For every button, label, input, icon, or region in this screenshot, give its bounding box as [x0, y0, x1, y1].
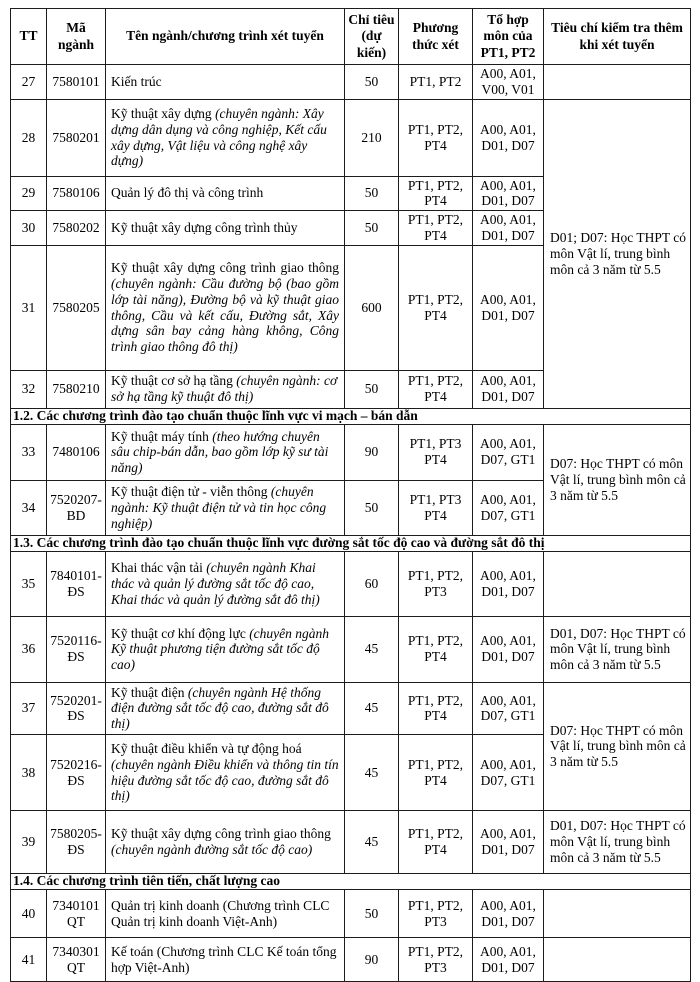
cell-tt: 28	[11, 99, 47, 176]
cell-quota: 45	[345, 616, 399, 682]
cell-quota: 90	[345, 938, 399, 982]
header-combo: Tổ hợp môn của PT1, PT2	[473, 9, 544, 65]
section-row	[11, 408, 691, 424]
cell-quota: 50	[345, 211, 399, 246]
header-criteria: Tiêu chí kiểm tra thêm khi xét tuyển	[544, 9, 691, 65]
cell-code: 7580210	[47, 370, 106, 408]
cell-tt: 38	[11, 735, 47, 811]
cell-method: PT1, PT2, PT4	[399, 176, 473, 211]
cell-combo: A00, A01, D01, D07	[473, 551, 544, 616]
cell-combo: A00, A01, D01, D07	[473, 99, 544, 176]
program-name: Kỹ thuật điều khiển và tự động hoá	[111, 740, 302, 756]
program-name: Kỹ thuật cơ khí động lực	[111, 625, 250, 641]
cell-name	[106, 424, 345, 480]
cell-tt: 35	[11, 551, 47, 616]
program-name: Quản trị kinh doanh (Chương trình CLC Quản trị kinh doanh Việt-Anh)	[111, 897, 330, 929]
cell-code: 7580205-ĐS	[47, 811, 106, 874]
cell-quota: 60	[345, 551, 399, 616]
table-row	[11, 99, 691, 176]
program-detail: (chuyên ngành Điều khiển và thông tin tín hiệu đường sắt tốc độ cao, đường sắt đô thị)	[111, 756, 339, 804]
cell-name	[106, 938, 345, 982]
program-name: Khai thác vận tải	[111, 560, 207, 576]
cell-name	[106, 735, 345, 811]
table-header-row	[11, 9, 691, 65]
table-row	[11, 938, 691, 982]
cell-code: 7520116-ĐS	[47, 616, 106, 682]
cell-tt: 41	[11, 938, 47, 982]
cell-name	[106, 65, 345, 100]
cell-combo: A00, A01, D01, D07	[473, 811, 544, 874]
program-name: Kỹ thuật xây dựng công trình thủy	[111, 220, 298, 236]
cell-tt: 39	[11, 811, 47, 874]
section-row	[11, 535, 691, 551]
program-detail: (chuyên ngành: Xây dựng dân dụng và công nghiệp, Kết cấu xây dựng, Vật liệu và công nghệ xây dựng)	[111, 106, 327, 169]
cell-combo: A00, A01, D01, D07	[473, 176, 544, 211]
cell-method: PT1, PT3 PT4	[399, 480, 473, 535]
program-detail: (theo hướng chuyên sâu chip-bán dẫn, bao gồm lớp kỹ sư tài năng)	[111, 428, 329, 476]
cell-code: 7580202	[47, 211, 106, 246]
header-code: Mã ngành	[47, 9, 106, 65]
cell-tt: 34	[11, 480, 47, 535]
cell-name	[106, 370, 345, 408]
cell-criteria-merged: D07: Học THPT có môn Vật lí, trung bình môn cả 3 năm từ 5.5	[544, 682, 691, 810]
cell-method: PT1, PT2, PT4	[399, 211, 473, 246]
cell-combo: A00, A01, D01, D07	[473, 616, 544, 682]
cell-quota: 210	[345, 99, 399, 176]
cell-quota: 600	[345, 245, 399, 370]
cell-criteria	[544, 890, 691, 938]
cell-quota: 50	[345, 65, 399, 100]
cell-combo: A00, A01, D07, GT1	[473, 424, 544, 480]
cell-combo: A00, A01, D01, D07	[473, 890, 544, 938]
cell-quota: 50	[345, 480, 399, 535]
admissions-table	[10, 8, 691, 982]
cell-method: PT1, PT2, PT4	[399, 682, 473, 734]
header-tt: TT	[11, 9, 47, 65]
cell-method: PT1, PT2	[399, 65, 473, 100]
program-detail: (chuyên ngành Hệ thống điện đường sắt tốc độ cao, đường sắt đô thị)	[111, 684, 329, 732]
cell-combo: A00, A01, V00, V01	[473, 65, 544, 100]
program-detail: (chuyên ngành đường sắt tốc độ cao)	[111, 842, 313, 858]
program-name: Kỹ thuật máy tính	[111, 428, 213, 444]
cell-quota: 45	[345, 811, 399, 874]
cell-tt: 33	[11, 424, 47, 480]
cell-tt: 32	[11, 370, 47, 408]
cell-tt: 37	[11, 682, 47, 734]
header-name: Tên ngành/chương trình xét tuyển	[106, 9, 345, 65]
cell-quota: 50	[345, 890, 399, 938]
cell-code: 7580101	[47, 65, 106, 100]
cell-code: 7340301 QT	[47, 938, 106, 982]
cell-name	[106, 682, 345, 734]
cell-quota: 45	[345, 735, 399, 811]
cell-method: PT1, PT2, PT4	[399, 245, 473, 370]
cell-name	[106, 211, 345, 246]
cell-quota: 50	[345, 176, 399, 211]
cell-method: PT1, PT2, PT4	[399, 616, 473, 682]
cell-method: PT1, PT3 PT4	[399, 424, 473, 480]
program-detail: (chuyên ngành Khai thác và quản lý đường sắt tốc độ cao, Khai thác và quản lý đường sắt đô thị)	[111, 560, 320, 607]
cell-criteria	[544, 551, 691, 616]
cell-tt: 31	[11, 245, 47, 370]
table-row	[11, 65, 691, 100]
cell-criteria	[544, 65, 691, 100]
cell-code: 7580201	[47, 99, 106, 176]
header-method: Phương thức xét	[399, 9, 473, 65]
cell-method: PT1, PT2, PT3	[399, 938, 473, 982]
program-detail: (chuyên ngành: Cầu đường bộ (bao gồm lớp tài năng), Đường bộ và kỹ thuật giao thông, Cầu và kết cấu, Đường sắt, Xây dựng sân bay cảng hàng không, Công trình giao thông đô thị)	[111, 276, 339, 355]
table-row	[11, 616, 691, 682]
program-detail: (chuyên ngành: Kỹ thuật điện tử và tin học công nghiệp)	[111, 484, 327, 531]
program-name: Kiến trúc	[111, 73, 162, 89]
cell-code: 7340101 QT	[47, 890, 106, 938]
cell-method: PT1, PT2, PT3	[399, 890, 473, 938]
cell-name	[106, 99, 345, 176]
cell-code: 7840101-ĐS	[47, 551, 106, 616]
cell-code: 7520201-ĐS	[47, 682, 106, 734]
cell-criteria: D01, D07: Học THPT có môn Vật lí, trung bình môn cả 3 năm từ 5.5	[544, 811, 691, 874]
cell-method: PT1, PT2, PT4	[399, 811, 473, 874]
table-row	[11, 424, 691, 480]
program-detail: (chuyên ngành Kỹ thuật phương tiện đường sắt tốc độ cao)	[111, 625, 330, 673]
cell-criteria	[544, 938, 691, 982]
program-name: Kỹ thuật xây dựng công trình giao thông	[111, 826, 331, 842]
table-row	[11, 811, 691, 874]
program-name: Kỹ thuật xây dựng công trình giao thông	[111, 260, 339, 276]
cell-name	[106, 890, 345, 938]
cell-tt: 29	[11, 176, 47, 211]
cell-method: PT1, PT2, PT4	[399, 735, 473, 811]
cell-name	[106, 811, 345, 874]
cell-quota: 45	[345, 682, 399, 734]
cell-method: PT1, PT2, PT3	[399, 551, 473, 616]
cell-code: 7480106	[47, 424, 106, 480]
cell-code: 7520216-ĐS	[47, 735, 106, 811]
cell-method: PT1, PT2, PT4	[399, 99, 473, 176]
cell-name	[106, 480, 345, 535]
program-name: Quản lý đô thị và công trình	[111, 185, 264, 201]
cell-name	[106, 176, 345, 211]
program-name: Kỹ thuật xây dựng	[111, 106, 216, 121]
section-row	[11, 874, 691, 890]
cell-tt: 40	[11, 890, 47, 938]
cell-combo: A00, A01, D01, D07	[473, 245, 544, 370]
cell-criteria-merged: D01; D07: Học THPT có môn Vật lí, trung bình môn cả 3 năm từ 5.5	[544, 99, 691, 408]
cell-combo: A00, A01, D01, D07	[473, 370, 544, 408]
table-row	[11, 890, 691, 938]
cell-code: 7520207-BD	[47, 480, 106, 535]
cell-tt: 27	[11, 65, 47, 100]
program-detail: (chuyên ngành: cơ sở hạ tầng kỹ thuật đô thị)	[111, 373, 338, 405]
cell-name	[106, 616, 345, 682]
header-quota: Chỉ tiêu (dự kiến)	[345, 9, 399, 65]
section-title: 1.4. Các chương trình tiên tiến, chất lượng cao	[11, 874, 691, 890]
cell-quota: 50	[345, 370, 399, 408]
table-row	[11, 551, 691, 616]
cell-combo: A00, A01, D01, D07	[473, 938, 544, 982]
program-name: Kỹ thuật điện tử - viễn thông	[111, 484, 271, 500]
program-name: Kỹ thuật điện	[111, 684, 188, 700]
cell-tt: 30	[11, 211, 47, 246]
cell-quota: 90	[345, 424, 399, 480]
cell-combo: A00, A01, D07, GT1	[473, 480, 544, 535]
cell-code: 7580106	[47, 176, 106, 211]
cell-code: 7580205	[47, 245, 106, 370]
cell-criteria-merged: D07: Học THPT có môn Vật lí, trung bình môn cả 3 năm từ 5.5	[544, 424, 691, 535]
cell-name	[106, 245, 345, 370]
cell-combo: A00, A01, D07, GT1	[473, 735, 544, 811]
program-name: Kỹ thuật cơ sở hạ tầng	[111, 373, 237, 389]
cell-tt: 36	[11, 616, 47, 682]
cell-combo: A00, A01, D01, D07	[473, 211, 544, 246]
program-name: Kế toán (Chương trình CLC Kế toán tổng hợp Việt-Anh)	[111, 943, 337, 975]
section-title: 1.2. Các chương trình đào tạo chuẩn thuộc lĩnh vực vi mạch – bán dẫn	[11, 408, 691, 424]
cell-name	[106, 551, 345, 616]
table-row	[11, 682, 691, 734]
cell-criteria: D01, D07: Học THPT có môn Vật lí, trung bình môn cả 3 năm từ 5.5	[544, 616, 691, 682]
section-title: 1.3. Các chương trình đào tạo chuẩn thuộc lĩnh vực đường sắt tốc độ cao và đường sắt đô thị	[11, 535, 691, 551]
cell-method: PT1, PT2, PT4	[399, 370, 473, 408]
cell-combo: A00, A01, D07, GT1	[473, 682, 544, 734]
